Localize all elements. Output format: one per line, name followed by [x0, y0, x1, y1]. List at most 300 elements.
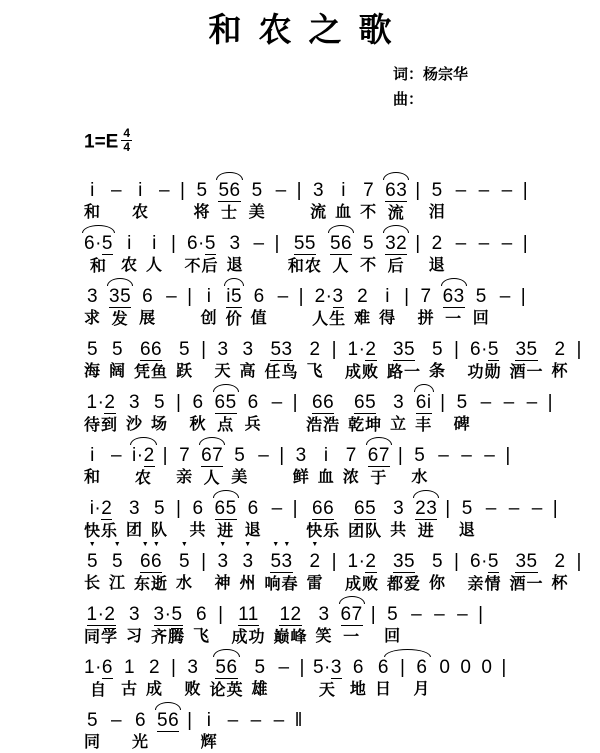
- note-cell: [454, 393, 471, 434]
- note-value: [207, 287, 212, 307]
- note-digits: |: [171, 233, 177, 254]
- note-digits: –: [484, 445, 496, 466]
- barline: [201, 552, 206, 593]
- lyric: 路一: [387, 364, 422, 381]
- note-value: [313, 658, 342, 679]
- note-value: [163, 446, 168, 466]
- note-cell: [510, 340, 544, 382]
- note-value: [296, 446, 307, 466]
- note-cell: [201, 711, 218, 752]
- lyric: 泪: [428, 204, 446, 221]
- note-digits: –: [258, 445, 270, 466]
- barline: [454, 340, 459, 381]
- slur-arc: [155, 702, 181, 710]
- note-value: [248, 393, 259, 413]
- note-cell: [306, 393, 340, 435]
- note-cell: [151, 605, 185, 647]
- note-digits: 6i: [415, 392, 432, 413]
- note-value: [385, 287, 390, 307]
- note-digits: i·: [89, 498, 102, 519]
- note-digits: 5: [234, 445, 246, 466]
- note-cell: [459, 499, 476, 540]
- slur-arc: [366, 437, 392, 445]
- lyric: 立: [390, 416, 408, 433]
- note-cell: [251, 287, 268, 328]
- note-cell: [345, 340, 379, 382]
- note-value: [187, 234, 216, 255]
- dash-note: [249, 711, 264, 752]
- note-cell: [390, 499, 407, 540]
- note-cell: [293, 446, 310, 487]
- note-value: [293, 499, 298, 519]
- note-digits: |: [187, 710, 193, 731]
- slur-arc: [328, 225, 354, 233]
- note-value: [152, 234, 157, 254]
- lyric: 神: [214, 575, 232, 592]
- note-digits: –: [110, 710, 123, 731]
- note-digits: 3: [393, 498, 405, 519]
- dash-note: [157, 181, 172, 222]
- note-digits: |: [522, 233, 529, 254]
- note-value: [454, 552, 459, 572]
- note-digits: 3: [217, 551, 229, 572]
- note-digits: 5: [432, 339, 444, 360]
- lyric: 回: [384, 628, 402, 645]
- note-cell: [249, 181, 266, 222]
- lyric: 习: [126, 628, 144, 645]
- lyric: 快乐: [306, 523, 341, 540]
- note-value: [346, 446, 357, 466]
- note-cell: [274, 605, 308, 647]
- note-digits: 5: [111, 339, 124, 360]
- note-digits: 5: [431, 180, 443, 201]
- note-value: [481, 393, 492, 413]
- score-line: [84, 435, 600, 488]
- note-value: [523, 234, 528, 254]
- note-digits: |: [331, 339, 337, 360]
- note-value: [90, 499, 113, 520]
- lyric: 一: [343, 629, 361, 646]
- note-digits: 3: [330, 657, 342, 678]
- slur-arc: [224, 278, 244, 286]
- note-value: [404, 287, 409, 307]
- lyric: 展: [139, 310, 157, 327]
- note-digits: –: [455, 180, 467, 201]
- note-value: [315, 287, 344, 308]
- note-value: [332, 340, 337, 360]
- key-tonic: 1=E: [84, 131, 119, 153]
- note-cell: [139, 287, 156, 328]
- note-digits: |: [180, 180, 186, 201]
- lyric: 同学: [84, 629, 119, 646]
- note-digits: 5: [461, 498, 473, 519]
- note-value: [109, 287, 131, 308]
- note-cell: [214, 541, 232, 593]
- note-value: [445, 499, 450, 519]
- note-digits: 35: [515, 551, 538, 572]
- note-value: [179, 446, 190, 466]
- note-value: [187, 711, 192, 731]
- note-cell: [209, 658, 243, 700]
- note-value: [90, 181, 95, 201]
- time-signature: [121, 128, 132, 153]
- lyric: 杯: [551, 363, 569, 380]
- accent-icon: ▼: [311, 541, 319, 548]
- note-digits: –: [480, 392, 492, 413]
- score-line: [84, 700, 600, 753]
- note-value: [319, 605, 330, 625]
- note-value: [159, 181, 170, 201]
- note-value: [112, 340, 123, 360]
- note-digits: 2: [104, 604, 116, 625]
- note-cell: [330, 234, 352, 276]
- lyric: 和: [84, 469, 102, 486]
- note-digits: i5: [226, 286, 243, 307]
- slur-arc: [216, 172, 242, 180]
- lyricist-credit: [393, 62, 600, 87]
- note-cell: [415, 393, 432, 435]
- note-digits: –: [461, 445, 473, 466]
- note-value: [201, 340, 206, 360]
- note-value: [90, 446, 95, 466]
- note-digits: –: [503, 392, 515, 413]
- lyric: 人生: [312, 311, 347, 328]
- note-digits: 3: [128, 498, 141, 519]
- note-value: [166, 287, 177, 307]
- note-value: [217, 340, 228, 360]
- note-value: [415, 499, 437, 520]
- note-digits: –: [253, 233, 265, 254]
- note-value: [187, 287, 192, 307]
- note-value: [434, 605, 445, 625]
- note-value: [270, 340, 292, 361]
- note-value: [253, 234, 264, 254]
- lyric: 水: [411, 469, 429, 486]
- note-digits: i: [385, 286, 390, 307]
- dash-note: [507, 499, 522, 540]
- lyric: 成败: [345, 576, 380, 593]
- note-digits: 65: [354, 392, 377, 413]
- note-digits: 7: [179, 445, 191, 466]
- lyric: 飞: [306, 363, 324, 380]
- note-value: [385, 181, 407, 202]
- note-digits: 5: [456, 392, 468, 413]
- score-line: [84, 329, 600, 382]
- lyric: 退: [458, 522, 476, 539]
- lyric: 功勋: [467, 364, 502, 381]
- lyric: 退: [226, 257, 244, 274]
- note-cell: [126, 499, 143, 540]
- note-digits: 0: [460, 657, 472, 678]
- lyric: 东逝: [134, 576, 169, 593]
- barline: [577, 340, 582, 381]
- lyric: 和: [89, 258, 107, 275]
- note-digits: |: [201, 339, 207, 360]
- note-digits: –: [227, 710, 239, 731]
- note-value: [207, 711, 212, 731]
- note-cell: [375, 658, 392, 699]
- note-cell: [84, 181, 101, 222]
- note-cell: [413, 658, 430, 699]
- slur-arc: [213, 384, 239, 392]
- note-value: [111, 181, 122, 201]
- dash-note: [277, 658, 292, 699]
- note-value: [415, 181, 420, 201]
- barline: [171, 234, 176, 275]
- lyric: 价: [225, 311, 243, 328]
- note-value: [554, 552, 565, 572]
- lyric: 值: [250, 310, 268, 327]
- note-value: [201, 446, 223, 467]
- lyric: 成: [146, 681, 164, 698]
- barline: [295, 711, 303, 752]
- note-value: [87, 340, 98, 360]
- note-digits: |: [501, 657, 507, 678]
- note-value: [218, 181, 240, 202]
- note-digits: –: [478, 180, 490, 201]
- note-digits: i: [90, 445, 95, 466]
- note-value: [479, 234, 490, 254]
- note-value: [332, 552, 337, 572]
- lyric: 你: [429, 575, 447, 592]
- score-line: [84, 488, 600, 541]
- note-digits: i: [138, 180, 143, 201]
- note-digits: 2: [309, 551, 321, 572]
- note-digits: 6: [142, 286, 154, 307]
- composer-credit: [393, 87, 600, 112]
- lyric: 沙: [126, 416, 144, 433]
- note-digits: |: [187, 286, 193, 307]
- note-digits: 67: [340, 604, 363, 625]
- note-digits: 3: [242, 551, 254, 572]
- note-digits: –: [531, 498, 543, 519]
- note-digits: |: [552, 498, 559, 519]
- note-value: [393, 393, 404, 413]
- slur-arc: [339, 596, 365, 604]
- dash-note: [530, 499, 545, 540]
- lyric: 后: [387, 258, 405, 275]
- slur-arc: [82, 225, 115, 233]
- note-value: [252, 181, 263, 201]
- note-digits: |: [454, 551, 460, 572]
- dash-note: [482, 446, 497, 487]
- slur-arc: [413, 490, 439, 498]
- lyric: 月: [413, 681, 431, 698]
- note-digits: 6: [352, 657, 364, 678]
- note-cell: [360, 181, 377, 222]
- rest-note: [438, 658, 451, 699]
- note-cell: [215, 499, 237, 541]
- accent-icon: ▼: [152, 541, 161, 548]
- barline: [371, 605, 376, 646]
- note-value: [87, 711, 98, 731]
- note-digits: 6·: [84, 233, 102, 254]
- lyric: 笑: [315, 628, 333, 645]
- dash-note: [109, 446, 124, 487]
- lyric: 巅峰: [273, 629, 308, 646]
- note-cell: [201, 446, 223, 488]
- dash-note: [256, 446, 271, 487]
- note-value: [215, 658, 237, 679]
- note-value: [139, 541, 163, 573]
- note-value: [378, 658, 389, 678]
- note-value: [87, 393, 116, 414]
- note-value: [432, 181, 443, 201]
- dash-note: [454, 234, 469, 275]
- note-digits: 5: [179, 551, 191, 572]
- note-value: [456, 181, 467, 201]
- lyric: 求: [84, 310, 102, 327]
- dash-note: [270, 393, 285, 434]
- note-digits: 1·: [86, 392, 105, 413]
- note-digits: 6: [247, 392, 259, 413]
- note-cell: [151, 499, 168, 540]
- note-digits: –: [508, 498, 520, 519]
- note-digits: –: [411, 604, 423, 625]
- barline: [548, 393, 553, 434]
- note-value: [179, 340, 190, 360]
- note-digits: 2: [554, 339, 566, 360]
- note-value: [509, 499, 520, 519]
- note-cell: [232, 605, 266, 647]
- note-digits: |: [445, 498, 451, 519]
- note-value: [129, 393, 140, 413]
- note-value: [501, 658, 506, 678]
- note-value: [348, 340, 377, 361]
- note-cell: [239, 541, 257, 593]
- dash-note: [109, 711, 124, 752]
- note-digits: |: [404, 286, 410, 307]
- dash-note: [525, 393, 540, 434]
- note-digits: 11: [238, 604, 259, 625]
- lyric: 水: [176, 575, 194, 592]
- note-value: [479, 181, 490, 201]
- note-digits: |: [331, 551, 337, 572]
- accent-marks: [310, 541, 321, 549]
- barline: [297, 181, 302, 222]
- note-value: [341, 181, 346, 201]
- note-value: [299, 287, 304, 307]
- key-signature: [84, 126, 600, 160]
- note-digits: i: [127, 233, 132, 254]
- note-digits: 66: [139, 339, 163, 360]
- note-value: [226, 287, 242, 308]
- composer-label: 曲：: [393, 91, 424, 108]
- time-signature-denominator: 4: [123, 140, 131, 154]
- note-digits: 5: [251, 180, 263, 201]
- tie-arc: [384, 649, 431, 657]
- note-digits: |: [478, 604, 484, 625]
- note-digits: 53: [270, 551, 293, 572]
- note-digits: 5: [86, 710, 99, 731]
- barline: [187, 711, 192, 752]
- note-digits: |: [454, 339, 460, 360]
- note-cell: [84, 234, 113, 276]
- note-digits: 6: [192, 392, 204, 413]
- note-cell: [109, 287, 131, 329]
- lyric: 和农: [287, 258, 322, 275]
- note-value: [324, 446, 329, 466]
- note-value: [368, 446, 390, 467]
- note-digits: 6: [253, 286, 265, 307]
- dash-note: [436, 446, 451, 487]
- note-cell: [84, 541, 102, 593]
- note-cell: [411, 446, 428, 487]
- note-value: [385, 234, 407, 255]
- note-digits: –: [271, 392, 283, 413]
- note-cell: [134, 340, 168, 382]
- note-value: [363, 181, 374, 201]
- lyric: 得: [379, 310, 397, 327]
- note-digits: 6: [196, 604, 208, 625]
- slur-arc: [130, 437, 157, 445]
- note-value: [124, 658, 135, 678]
- dash-note: [432, 605, 447, 646]
- lyric: 流: [387, 205, 405, 222]
- note-cell: [316, 605, 333, 646]
- note-cell: [510, 552, 544, 594]
- note-digits: 3: [242, 339, 254, 360]
- note-digits: |: [296, 180, 303, 201]
- note-cell: [215, 393, 237, 435]
- note-cell: [226, 287, 243, 329]
- note-cell: [348, 393, 382, 435]
- lyric: 回: [472, 310, 490, 327]
- note-value: [523, 181, 528, 201]
- note-cell: [368, 446, 390, 488]
- note-digits: 2: [365, 551, 377, 572]
- note-value: [238, 605, 259, 626]
- note-value: [242, 541, 254, 572]
- note-digits: |: [397, 445, 404, 466]
- note-value: [470, 340, 499, 361]
- note-cell: [146, 234, 163, 275]
- note-value: [460, 658, 471, 678]
- note-digits: 5: [363, 233, 375, 254]
- note-digits: i: [323, 445, 329, 466]
- lyric: 州: [239, 575, 257, 592]
- lyric: 快乐: [84, 523, 119, 540]
- note-digits: –: [499, 286, 511, 307]
- note-value: [228, 711, 239, 731]
- barline: [218, 605, 223, 646]
- note-value: [179, 541, 191, 572]
- lyric: 齐腾: [151, 629, 186, 646]
- note-value: [521, 287, 526, 307]
- note-cell: [429, 552, 446, 593]
- note-digits: 56: [215, 657, 238, 678]
- note-digits: |: [415, 180, 421, 201]
- note-digits: |: [576, 339, 582, 360]
- note-cell: [84, 340, 101, 381]
- note-cell: [184, 234, 218, 276]
- note-cell: [121, 234, 138, 275]
- dash-note: [409, 605, 424, 646]
- time-signature-numerator: 4: [123, 126, 131, 140]
- note-cell: [132, 711, 149, 752]
- barline: [293, 499, 298, 540]
- lyric: 雄: [251, 681, 269, 698]
- note-value: [248, 499, 259, 519]
- barline: [553, 499, 558, 540]
- note-digits: –: [271, 498, 283, 519]
- slur-arc: [383, 172, 409, 180]
- lyric: 败: [184, 681, 202, 698]
- barline: [521, 287, 526, 328]
- note-cell: [84, 446, 101, 487]
- note-value: [278, 287, 289, 307]
- note-digits: 2: [365, 339, 377, 360]
